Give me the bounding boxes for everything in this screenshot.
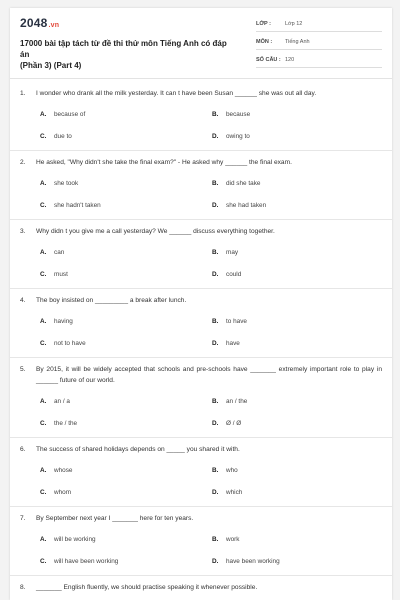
option-letter: B. [212,110,219,118]
option-text: due to [54,132,72,140]
question-number: 8. [20,584,26,591]
option-letter: B. [212,397,219,405]
question-number: 6. [20,446,26,453]
question-text [20,88,382,99]
option-letter: C. [40,270,47,278]
option-letter: D. [212,339,219,347]
option-text: have [226,339,240,347]
option-text: which [226,488,243,496]
question-number: 2. [20,159,26,166]
question-body: The success of shared holidays depends on _____ you shared it with. [36,446,240,453]
option-text: may [226,248,239,256]
answer-option[interactable] [212,125,384,147]
question-body: By September next year I _______ here for ten years. [36,515,194,522]
option-text: the / the [54,419,78,427]
question-body: The boy insisted on _________ a break after lunch. [36,297,187,304]
option-text: must [54,270,68,278]
answer-option[interactable] [40,550,212,572]
question-number: 4. [20,297,26,304]
option-text: an / the [226,397,248,405]
answer-option[interactable] [40,412,212,434]
option-letter: D. [212,201,219,209]
option-text: an / a [54,397,70,405]
option-letter: C. [40,339,47,347]
answer-option[interactable] [40,103,212,125]
answer-option[interactable] [212,481,384,503]
option-letter: B. [212,535,219,543]
option-letter: A. [40,317,47,325]
option-letter: B. [212,317,219,325]
answer-option[interactable] [212,332,384,354]
meta-key: LỚP : [256,20,271,27]
meta-value: Tiếng Anh [285,38,310,45]
option-letter: C. [40,557,47,565]
question-item [10,289,392,358]
answer-option[interactable] [212,310,384,332]
question-text [20,582,382,593]
answer-option[interactable] [212,390,384,412]
option-letter: C. [40,488,47,496]
option-letter: B. [212,248,219,256]
option-letter: D. [212,557,219,565]
answer-option[interactable] [212,172,384,194]
answer-option[interactable] [40,263,212,285]
option-text: to have [226,317,247,325]
question-number: 5. [20,366,26,373]
question-text [20,157,382,168]
document-page [10,8,392,600]
answer-option[interactable] [40,528,212,550]
answer-option[interactable] [212,263,384,285]
option-text: not to have [54,339,86,347]
question-body: He asked, "Why didn't she take the final exam?" - He asked why ______ the final exam. [36,159,292,166]
answer-option[interactable] [40,390,212,412]
question-body: _______ English fluently, we should practise speaking it whenever possible. [36,584,258,591]
meta-question-count [256,52,382,68]
option-letter: B. [212,179,219,187]
option-letter: D. [212,132,219,140]
answer-option[interactable] [212,412,384,434]
answer-options [20,241,382,285]
title-line-1: 17000 bài tập tách từ đề thi thử môn Tiếng Anh có đáp án [20,39,227,59]
option-text: she took [54,179,79,187]
option-letter: C. [40,201,47,209]
option-text: work [226,535,240,543]
option-letter: D. [212,419,219,427]
question-number: 3. [20,228,26,235]
question-body: By 2015, it will be widely accepted that schools and pre-schools have _______ extremely important role to play in ______ future of our world. [36,366,382,384]
option-letter: A. [40,466,47,474]
question-number: 7. [20,515,26,522]
option-text: owing to [226,132,250,140]
answer-option[interactable] [40,481,212,503]
option-letter: A. [40,110,47,118]
answer-option[interactable] [40,125,212,147]
question-number: 1. [20,90,26,97]
question-item [10,82,392,151]
answer-option[interactable] [212,528,384,550]
answer-options [20,103,382,147]
option-letter: A. [40,179,47,187]
site-logo[interactable] [20,16,59,30]
answer-options [20,390,382,434]
option-text: could [226,270,242,278]
answer-option[interactable] [212,194,384,216]
meta-subject [256,34,382,50]
option-text: Ø / Ø [226,419,242,427]
question-body: Why didn t you give me a call yesterday? We ______ discuss everything together. [36,228,275,235]
title-line-2: (Phần 3) (Part 4) [20,61,82,70]
answer-options [20,172,382,216]
meta-grade [256,16,382,32]
question-item [10,438,392,507]
meta-value: Lớp 12 [285,20,303,27]
option-letter: D. [212,488,219,496]
question-item [10,151,392,220]
option-text: she had taken [226,201,267,209]
option-text: will have been working [54,557,119,565]
option-text: have been working [226,557,280,565]
answer-options [20,528,382,572]
option-text: can [54,248,65,256]
option-letter: C. [40,419,47,427]
answer-options [20,459,382,503]
option-letter: A. [40,535,47,543]
option-letter: C. [40,132,47,140]
answer-option[interactable] [40,332,212,354]
option-text: who [226,466,238,474]
option-text: did she take [226,179,261,187]
option-text: she hadn't taken [54,201,101,209]
meta-key: MÔN : [256,38,273,45]
question-body: I wonder who drank all the milk yesterday. It can t have been Susan ______ she was out all day. [36,90,317,97]
header-divider [10,78,392,79]
option-text: because [226,110,251,118]
answer-option[interactable] [212,550,384,572]
document-title [20,38,230,71]
option-letter: D. [212,270,219,278]
document-header [10,8,392,78]
option-text: having [54,317,73,325]
option-letter: A. [40,397,47,405]
option-text: will be working [54,535,96,543]
question-item [10,507,392,576]
question-item [10,220,392,289]
answer-option[interactable] [40,194,212,216]
option-text: because of [54,110,86,118]
option-text: whom [54,488,72,496]
option-letter: B. [212,466,219,474]
question-text [20,444,382,455]
answer-option[interactable] [40,241,212,263]
answer-option[interactable] [40,310,212,332]
question-text [20,364,382,386]
option-letter: A. [40,248,47,256]
question-item [10,576,392,600]
answer-option[interactable] [212,459,384,481]
question-text [20,226,382,237]
meta-value: 120 [285,56,295,63]
question-text [20,513,382,524]
document-meta [256,16,382,70]
meta-key: SỐ CÂU : [256,56,281,63]
question-text [20,295,382,306]
answer-option[interactable] [40,459,212,481]
logo-main: 2048 [20,16,48,30]
question-item [10,358,392,438]
question-list [10,82,392,600]
answer-option[interactable] [212,241,384,263]
answer-options [20,310,382,354]
answer-option[interactable] [212,103,384,125]
answer-option[interactable] [40,172,212,194]
option-text: whose [54,466,73,474]
logo-suffix: .vn [48,22,60,29]
